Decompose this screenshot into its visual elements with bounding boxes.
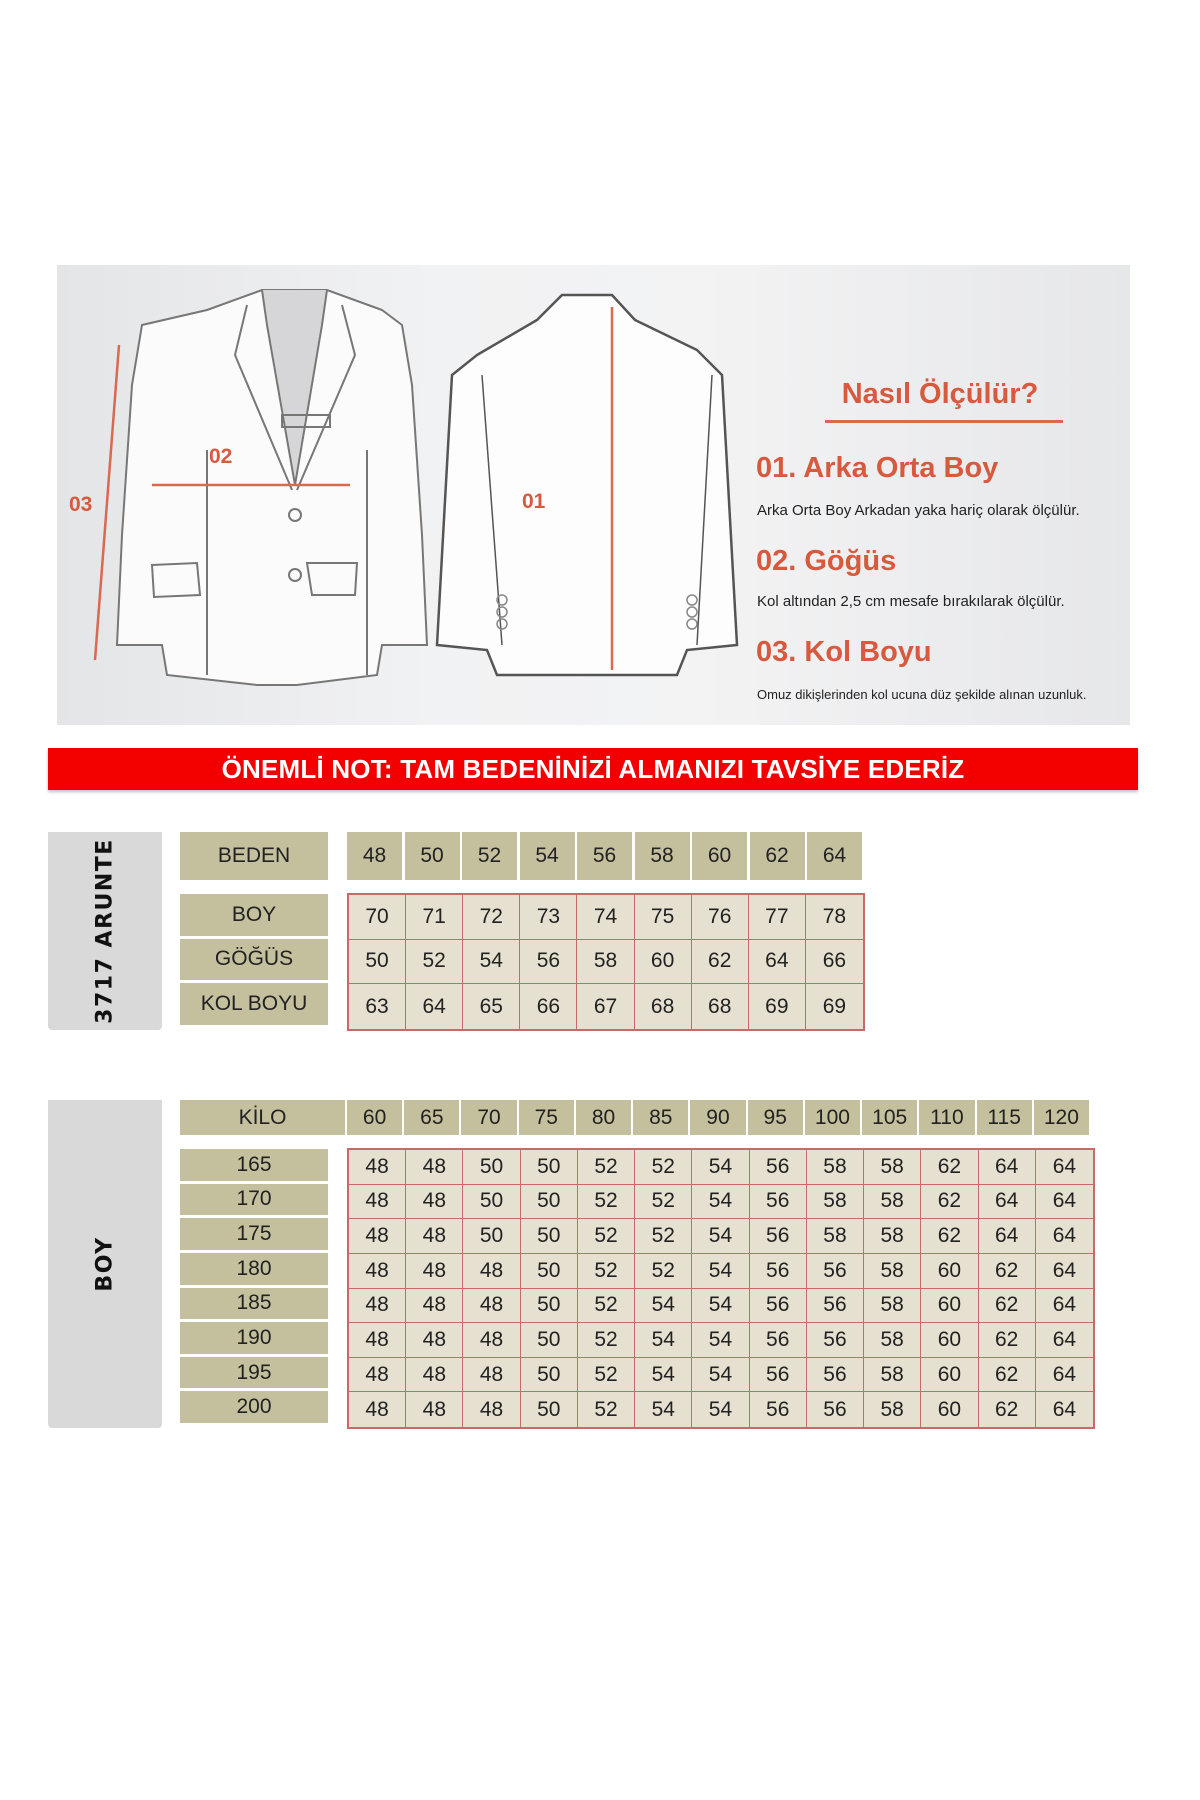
size-table-side-label bbox=[48, 832, 162, 1030]
recommended-size-cell: 64 bbox=[979, 1219, 1036, 1254]
recommended-size-cell: 64 bbox=[1036, 1289, 1093, 1324]
recommended-size-cell: 50 bbox=[463, 1150, 520, 1185]
recommended-size-cell: 50 bbox=[521, 1358, 578, 1393]
recommended-size-cell: 52 bbox=[635, 1254, 692, 1289]
recommended-size-cell: 58 bbox=[807, 1219, 864, 1254]
recommended-size-cell: 48 bbox=[463, 1358, 520, 1393]
recommended-size-cell: 56 bbox=[750, 1323, 807, 1358]
recommended-size-cell: 52 bbox=[578, 1219, 635, 1254]
recommended-size-cell: 48 bbox=[349, 1289, 406, 1324]
recommended-size-cell: 52 bbox=[578, 1185, 635, 1220]
size-cell: 54 bbox=[463, 940, 520, 985]
recommended-size-cell: 52 bbox=[578, 1289, 635, 1324]
sleeve-length-label: 03 bbox=[69, 493, 93, 516]
recommended-size-cell: 56 bbox=[750, 1392, 807, 1427]
recommended-size-cell: 50 bbox=[521, 1392, 578, 1427]
size-cell: 62 bbox=[692, 940, 749, 985]
recommended-size-cell: 50 bbox=[463, 1185, 520, 1220]
size-header-cell: 60 bbox=[692, 832, 747, 880]
size-header-cell: 54 bbox=[520, 832, 575, 880]
step-3-heading: 03. Kol Boyu bbox=[756, 636, 932, 668]
weight-header-cell: 115 bbox=[977, 1100, 1032, 1135]
recommended-size-cell: 48 bbox=[349, 1219, 406, 1254]
size-header-cell: 52 bbox=[462, 832, 517, 880]
recommended-size-cell: 52 bbox=[578, 1254, 635, 1289]
recommended-size-cell: 50 bbox=[521, 1254, 578, 1289]
recommended-size-cell: 64 bbox=[1036, 1323, 1093, 1358]
title-underline bbox=[825, 420, 1063, 423]
recommended-size-cell: 48 bbox=[349, 1185, 406, 1220]
recommended-size-cell: 48 bbox=[406, 1323, 463, 1358]
size-row-label: BOY bbox=[180, 894, 328, 936]
size-cell: 68 bbox=[692, 984, 749, 1029]
height-row-label: 195 bbox=[180, 1357, 328, 1389]
size-cell: 68 bbox=[635, 984, 692, 1029]
size-cell: 69 bbox=[749, 984, 806, 1029]
size-cell: 76 bbox=[692, 895, 749, 940]
recommended-size-cell: 58 bbox=[864, 1219, 921, 1254]
recommended-size-cell: 60 bbox=[921, 1254, 978, 1289]
size-header-label: BEDEN bbox=[180, 832, 328, 880]
size-cell: 71 bbox=[406, 895, 463, 940]
fit-table-side-label bbox=[48, 1100, 162, 1428]
size-cell: 69 bbox=[822, 994, 847, 1018]
recommended-size-cell: 62 bbox=[979, 1254, 1036, 1289]
recommended-size-cell: 56 bbox=[750, 1219, 807, 1254]
weight-header-cell: 110 bbox=[919, 1100, 974, 1135]
weight-header-cell: 80 bbox=[576, 1100, 631, 1135]
size-header-cell: 64 bbox=[807, 832, 862, 880]
recommended-size-cell: 56 bbox=[807, 1392, 864, 1427]
recommended-size-cell: 48 bbox=[406, 1392, 463, 1427]
recommended-size-cell: 48 bbox=[406, 1150, 463, 1185]
size-cell: 63 bbox=[349, 984, 406, 1029]
recommended-size-cell: 52 bbox=[578, 1323, 635, 1358]
recommended-size-cell: 54 bbox=[635, 1358, 692, 1393]
size-cell: 77 bbox=[749, 895, 806, 940]
size-cell: 66 bbox=[520, 984, 577, 1029]
height-axis-label: BOY bbox=[92, 1236, 118, 1292]
recommended-size-cell: 62 bbox=[921, 1219, 978, 1254]
recommended-size-cell: 54 bbox=[692, 1185, 749, 1220]
measurement-illustration-panel bbox=[57, 265, 1130, 725]
recommended-size-cell: 48 bbox=[406, 1185, 463, 1220]
recommended-size-cell: 50 bbox=[521, 1323, 578, 1358]
recommended-size-cell: 56 bbox=[750, 1254, 807, 1289]
height-row-label: 170 bbox=[180, 1184, 328, 1216]
recommended-size-cell: 54 bbox=[692, 1358, 749, 1393]
weight-header-cell: 120 bbox=[1034, 1100, 1089, 1135]
weight-header-cell: 65 bbox=[404, 1100, 459, 1135]
recommended-size-cell: 48 bbox=[406, 1358, 463, 1393]
recommended-size-cell: 58 bbox=[807, 1185, 864, 1220]
recommended-size-cell: 56 bbox=[807, 1254, 864, 1289]
weight-header-cell: 85 bbox=[633, 1100, 688, 1135]
size-header-cell: 62 bbox=[750, 832, 805, 880]
recommended-size-cell: 62 bbox=[921, 1150, 978, 1185]
size-cell: 58 bbox=[577, 940, 634, 985]
weight-header-cell: 105 bbox=[862, 1100, 917, 1135]
recommended-size-cell: 52 bbox=[635, 1150, 692, 1185]
size-cell: 64 bbox=[406, 984, 463, 1029]
size-cell: 70 bbox=[349, 895, 406, 940]
size-measurements-grid bbox=[347, 893, 865, 1031]
height-row-label: 190 bbox=[180, 1322, 328, 1354]
recommended-size-cell: 56 bbox=[807, 1358, 864, 1393]
recommended-size-cell: 48 bbox=[349, 1150, 406, 1185]
weight-header-label: KİLO bbox=[180, 1100, 345, 1135]
recommended-size-cell: 64 bbox=[1036, 1358, 1093, 1393]
step-2-description: Kol altından 2,5 cm mesafe bırakılarak ölçülür. bbox=[757, 593, 1065, 610]
recommended-size-cell: 58 bbox=[807, 1150, 864, 1185]
size-cell: 52 bbox=[406, 940, 463, 985]
size-cell: 67 bbox=[577, 984, 634, 1029]
size-header-cell: 58 bbox=[635, 832, 690, 880]
chest-label: 02 bbox=[209, 445, 233, 468]
recommended-size-cell: 48 bbox=[349, 1254, 406, 1289]
recommended-size-cell: 60 bbox=[921, 1323, 978, 1358]
recommended-size-cell: 58 bbox=[864, 1392, 921, 1427]
recommended-size-cell: 64 bbox=[1036, 1185, 1093, 1220]
recommended-size-cell: 48 bbox=[463, 1254, 520, 1289]
step-1-description: Arka Orta Boy Arkadan yaka hariç olarak ölçülür. bbox=[757, 502, 1080, 519]
recommended-size-cell: 52 bbox=[635, 1185, 692, 1220]
recommended-size-cell: 54 bbox=[692, 1219, 749, 1254]
model-name: 3717 ARUNTE bbox=[92, 838, 118, 1024]
recommended-size-cell: 54 bbox=[635, 1289, 692, 1324]
back-length-label: 01 bbox=[522, 490, 546, 513]
recommended-size-cell: 64 bbox=[979, 1185, 1036, 1220]
size-cell: 66 bbox=[806, 940, 863, 985]
recommended-size-cell: 50 bbox=[521, 1219, 578, 1254]
weight-header-cell: 75 bbox=[519, 1100, 574, 1135]
recommended-size-cell: 56 bbox=[807, 1323, 864, 1358]
recommended-size-cell: 54 bbox=[635, 1323, 692, 1358]
important-note-banner: ÖNEMLİ NOT: TAM BEDENİNİZİ ALMANIZI TAVSİYE EDERİZ bbox=[48, 748, 1138, 790]
recommended-size-cell: 62 bbox=[979, 1358, 1036, 1393]
size-recommendation-grid bbox=[347, 1148, 1095, 1429]
recommended-size-cell: 54 bbox=[692, 1254, 749, 1289]
recommended-size-cell: 56 bbox=[750, 1185, 807, 1220]
jacket-illustration bbox=[57, 265, 1130, 725]
recommended-size-cell: 60 bbox=[921, 1358, 978, 1393]
recommended-size-cell: 54 bbox=[692, 1392, 749, 1427]
size-header-cell: 48 bbox=[347, 832, 402, 880]
size-header-cell: 50 bbox=[405, 832, 460, 880]
recommended-size-cell: 54 bbox=[692, 1289, 749, 1324]
weight-header-cell: 100 bbox=[805, 1100, 860, 1135]
height-row-label: 185 bbox=[180, 1288, 328, 1320]
recommended-size-cell: 56 bbox=[750, 1289, 807, 1324]
recommended-size-cell: 56 bbox=[750, 1150, 807, 1185]
recommended-size-cell: 62 bbox=[979, 1289, 1036, 1324]
recommended-size-cell: 48 bbox=[463, 1289, 520, 1324]
recommended-size-cell: 48 bbox=[349, 1323, 406, 1358]
recommended-size-cell: 52 bbox=[635, 1219, 692, 1254]
size-header-cell: 56 bbox=[577, 832, 632, 880]
recommended-size-cell: 58 bbox=[864, 1150, 921, 1185]
recommended-size-cell: 58 bbox=[864, 1358, 921, 1393]
recommended-size-cell: 62 bbox=[979, 1392, 1036, 1427]
recommended-size-cell: 54 bbox=[692, 1150, 749, 1185]
recommended-size-cell: 48 bbox=[463, 1323, 520, 1358]
recommended-size-cell: 64 bbox=[1036, 1254, 1093, 1289]
recommended-size-cell: 50 bbox=[521, 1289, 578, 1324]
recommended-size-cell: 54 bbox=[692, 1323, 749, 1358]
weight-header-cell: 70 bbox=[461, 1100, 516, 1135]
recommended-size-cell: 64 bbox=[1036, 1219, 1093, 1254]
recommended-size-cell: 62 bbox=[979, 1323, 1036, 1358]
recommended-size-cell: 62 bbox=[921, 1185, 978, 1220]
recommended-size-cell: 48 bbox=[406, 1254, 463, 1289]
recommended-size-cell: 64 bbox=[979, 1150, 1036, 1185]
size-cell: 60 bbox=[635, 940, 692, 985]
recommended-size-cell: 60 bbox=[921, 1289, 978, 1324]
step-2-heading: 02. Göğüs bbox=[756, 545, 897, 577]
recommended-size-cell: 48 bbox=[406, 1219, 463, 1254]
recommended-size-cell: 56 bbox=[807, 1289, 864, 1324]
height-row-label: 200 bbox=[180, 1391, 328, 1423]
recommended-size-cell: 52 bbox=[578, 1358, 635, 1393]
recommended-size-cell: 64 bbox=[1036, 1150, 1093, 1185]
height-row-label: 175 bbox=[180, 1218, 328, 1250]
recommended-size-cell: 58 bbox=[864, 1185, 921, 1220]
size-row-label: GÖĞÜS bbox=[180, 939, 328, 981]
recommended-size-cell: 58 bbox=[864, 1323, 921, 1358]
recommended-size-cell: 54 bbox=[635, 1392, 692, 1427]
size-cell: 73 bbox=[520, 895, 577, 940]
size-cell: 65 bbox=[463, 984, 520, 1029]
weight-header-cell: 60 bbox=[347, 1100, 402, 1135]
size-cell: 75 bbox=[635, 895, 692, 940]
recommended-size-cell: 48 bbox=[406, 1289, 463, 1324]
size-cell: 78 bbox=[806, 895, 863, 940]
size-cell: 50 bbox=[349, 940, 406, 985]
recommended-size-cell: 50 bbox=[521, 1185, 578, 1220]
recommended-size-cell: 48 bbox=[463, 1392, 520, 1427]
recommended-size-cell: 56 bbox=[750, 1358, 807, 1393]
recommended-size-cell: 50 bbox=[521, 1150, 578, 1185]
size-row-label: KOL BOYU bbox=[180, 983, 328, 1025]
weight-header-cell: 90 bbox=[690, 1100, 745, 1135]
height-row-label: 180 bbox=[180, 1253, 328, 1285]
recommended-size-cell: 60 bbox=[921, 1392, 978, 1427]
recommended-size-cell: 64 bbox=[1052, 1397, 1077, 1421]
step-3-description: Omuz dikişlerinden kol ucuna düz şekilde alınan uzunluk. bbox=[757, 687, 1087, 702]
recommended-size-cell: 58 bbox=[864, 1289, 921, 1324]
weight-header-cell: 95 bbox=[748, 1100, 803, 1135]
size-cell: 56 bbox=[520, 940, 577, 985]
recommended-size-cell: 52 bbox=[578, 1392, 635, 1427]
size-cell: 72 bbox=[463, 895, 520, 940]
recommended-size-cell: 48 bbox=[349, 1392, 406, 1427]
how-to-measure-title: Nasıl Ölçülür? bbox=[841, 378, 1039, 410]
recommended-size-cell: 48 bbox=[349, 1358, 406, 1393]
size-cell: 64 bbox=[749, 940, 806, 985]
recommended-size-cell: 58 bbox=[864, 1254, 921, 1289]
step-1-heading: 01. Arka Orta Boy bbox=[756, 452, 999, 484]
recommended-size-cell: 50 bbox=[463, 1219, 520, 1254]
height-row-label: 165 bbox=[180, 1149, 328, 1181]
recommended-size-cell: 52 bbox=[578, 1150, 635, 1185]
size-cell: 74 bbox=[577, 895, 634, 940]
